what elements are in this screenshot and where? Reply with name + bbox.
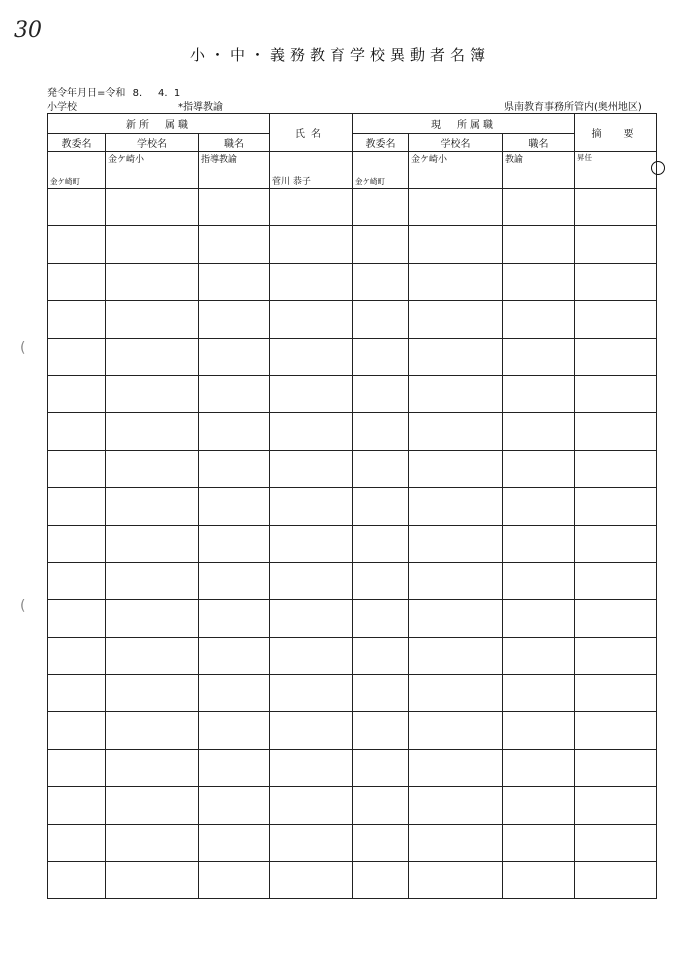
empty-cell: [409, 301, 503, 338]
header-current-affiliation: 現 所属職: [353, 114, 575, 134]
table-row: [48, 488, 657, 525]
empty-cell: [409, 375, 503, 412]
empty-cell: [199, 450, 270, 487]
empty-cell: [575, 637, 657, 674]
empty-cell: [48, 712, 106, 749]
empty-cell: [270, 562, 353, 599]
empty-cell: [353, 338, 409, 375]
page-title: 小・中・義務教育学校異動者名簿: [189, 46, 490, 64]
header-current-job: 職名: [503, 134, 575, 152]
empty-cell: [199, 226, 270, 263]
empty-cell: [106, 712, 199, 749]
empty-cell: [409, 787, 503, 824]
empty-cell: [575, 862, 657, 899]
empty-cell: [199, 525, 270, 562]
empty-cell: [503, 375, 575, 412]
empty-cell: [409, 263, 503, 300]
empty-cell: [353, 824, 409, 861]
empty-cell: [270, 338, 353, 375]
empty-cell: [575, 562, 657, 599]
remarks-cell: 昇任: [575, 152, 657, 189]
empty-cell: [106, 338, 199, 375]
issue-date: [47, 84, 180, 99]
empty-cell: [409, 600, 503, 637]
empty-cell: [199, 862, 270, 899]
empty-cell: [106, 450, 199, 487]
empty-cell: [270, 450, 353, 487]
empty-cell: [503, 189, 575, 226]
empty-cell: [199, 712, 270, 749]
empty-cell: [106, 824, 199, 861]
empty-cell: [409, 488, 503, 525]
empty-cell: [409, 675, 503, 712]
empty-cell: [199, 301, 270, 338]
empty-cell: [270, 263, 353, 300]
table-row: [48, 712, 657, 749]
table-row: [48, 600, 657, 637]
header-current-school: 学校名: [409, 134, 503, 152]
empty-cell: [106, 226, 199, 263]
empty-cell: [353, 263, 409, 300]
empty-cell: [199, 338, 270, 375]
empty-cell: [503, 338, 575, 375]
empty-cell: [409, 562, 503, 599]
empty-cell: [270, 824, 353, 861]
empty-cell: [270, 600, 353, 637]
empty-cell: [48, 525, 106, 562]
issue-date-label: 発令年月日=令和: [47, 88, 126, 99]
empty-cell: [106, 600, 199, 637]
empty-cell: [199, 824, 270, 861]
empty-cell: [575, 189, 657, 226]
empty-cell: [575, 675, 657, 712]
header-new-board: 教委名: [48, 134, 106, 152]
empty-cell: [48, 338, 106, 375]
empty-cell: [353, 600, 409, 637]
empty-cell: [503, 413, 575, 450]
empty-cell: [48, 600, 106, 637]
empty-cell: [353, 675, 409, 712]
empty-cell: [409, 189, 503, 226]
empty-cell: [575, 301, 657, 338]
transfer-table: [47, 113, 657, 899]
empty-cell: [409, 637, 503, 674]
empty-cell: [48, 263, 106, 300]
empty-cell: [106, 189, 199, 226]
empty-cell: [409, 413, 503, 450]
empty-cell: [353, 413, 409, 450]
empty-cell: [106, 562, 199, 599]
header-new-job: 職名: [199, 134, 270, 152]
new-board-cell: 金ケ崎町: [48, 152, 106, 189]
empty-cell: [48, 226, 106, 263]
empty-cell: [353, 712, 409, 749]
empty-cell: [503, 562, 575, 599]
empty-cell: [575, 375, 657, 412]
empty-cell: [503, 488, 575, 525]
empty-cell: [199, 749, 270, 786]
empty-cell: [106, 787, 199, 824]
empty-cell: [270, 637, 353, 674]
empty-cell: [199, 375, 270, 412]
office-name: 県南教育事務所管内(奥州地区): [504, 102, 642, 113]
table-row: [48, 413, 657, 450]
empty-cell: [409, 525, 503, 562]
empty-cell: [106, 263, 199, 300]
empty-cell: [409, 450, 503, 487]
header-current-board: 教委名: [353, 134, 409, 152]
empty-cell: [48, 413, 106, 450]
empty-cell: [575, 525, 657, 562]
table-row: [48, 375, 657, 412]
empty-cell: [270, 712, 353, 749]
empty-cell: [353, 525, 409, 562]
empty-cell: [199, 263, 270, 300]
empty-cell: [409, 824, 503, 861]
empty-cell: [409, 749, 503, 786]
empty-cell: [106, 413, 199, 450]
empty-cell: [270, 189, 353, 226]
table-row: [48, 562, 657, 599]
empty-cell: [503, 787, 575, 824]
empty-cell: [503, 226, 575, 263]
empty-cell: [575, 787, 657, 824]
current-school-cell: 金ケ崎小: [409, 152, 503, 189]
empty-cell: [503, 675, 575, 712]
empty-cell: [353, 226, 409, 263]
table-row: [48, 301, 657, 338]
empty-cell: [48, 824, 106, 861]
table-row: [48, 189, 657, 226]
empty-cell: [575, 824, 657, 861]
empty-cell: [503, 301, 575, 338]
empty-cell: [199, 189, 270, 226]
empty-cell: [503, 862, 575, 899]
empty-cell: [353, 450, 409, 487]
empty-cell: [409, 226, 503, 263]
empty-cell: [106, 525, 199, 562]
empty-cell: [199, 562, 270, 599]
empty-cell: [48, 787, 106, 824]
empty-cell: [353, 375, 409, 412]
new-school-cell: 金ケ崎小: [106, 152, 199, 189]
empty-cell: [353, 862, 409, 899]
punch-hole-mark: (: [20, 340, 26, 356]
empty-cell: [503, 525, 575, 562]
empty-cell: [353, 562, 409, 599]
empty-cell: [270, 488, 353, 525]
table-row: [48, 824, 657, 861]
empty-cell: [48, 450, 106, 487]
header-remarks: 摘 要: [575, 114, 657, 152]
table-row: [48, 749, 657, 786]
empty-cell: [353, 488, 409, 525]
empty-cell: [106, 488, 199, 525]
empty-cell: [199, 600, 270, 637]
empty-cell: [575, 712, 657, 749]
current-board-cell: 金ケ崎町: [353, 152, 409, 189]
empty-cell: [270, 749, 353, 786]
empty-cell: [270, 675, 353, 712]
table-row: [48, 338, 657, 375]
empty-cell: [409, 712, 503, 749]
empty-cell: [575, 263, 657, 300]
empty-cell: [199, 637, 270, 674]
empty-cell: [106, 862, 199, 899]
header-new-school: 学校名: [106, 134, 199, 152]
empty-cell: [353, 301, 409, 338]
empty-cell: [48, 675, 106, 712]
empty-cell: [353, 637, 409, 674]
empty-cell: [199, 413, 270, 450]
circle-mark: [651, 161, 665, 175]
table-row: [48, 450, 657, 487]
empty-cell: [48, 562, 106, 599]
empty-cell: [575, 749, 657, 786]
empty-cell: [575, 338, 657, 375]
header-name: 氏名: [270, 114, 353, 152]
empty-cell: [48, 488, 106, 525]
empty-cell: [270, 375, 353, 412]
empty-cell: [575, 488, 657, 525]
empty-cell: [270, 301, 353, 338]
empty-cell: [106, 637, 199, 674]
empty-cell: [503, 712, 575, 749]
new-job-cell: 指導教諭: [199, 152, 270, 189]
current-job-cell: 教諭: [503, 152, 575, 189]
empty-cell: [48, 375, 106, 412]
empty-cell: [106, 675, 199, 712]
empty-cell: [48, 301, 106, 338]
name-cell: 菅川 恭子: [270, 152, 353, 189]
table-row: [48, 152, 657, 189]
empty-cell: [199, 787, 270, 824]
school-type: 小学校: [47, 102, 77, 113]
punch-hole-mark: (: [20, 598, 26, 614]
empty-cell: [575, 600, 657, 637]
table-row: [48, 263, 657, 300]
empty-cell: [353, 189, 409, 226]
empty-cell: [575, 226, 657, 263]
empty-cell: [503, 637, 575, 674]
empty-cell: [503, 824, 575, 861]
empty-cell: [503, 749, 575, 786]
empty-cell: [48, 189, 106, 226]
empty-cell: [409, 338, 503, 375]
table-row: [48, 787, 657, 824]
empty-cell: [353, 749, 409, 786]
empty-cell: [270, 413, 353, 450]
empty-cell: [48, 637, 106, 674]
empty-cell: [503, 263, 575, 300]
empty-cell: [270, 862, 353, 899]
position-filter: *指導教諭: [178, 102, 223, 113]
empty-cell: [409, 862, 503, 899]
empty-cell: [575, 450, 657, 487]
empty-cell: [48, 749, 106, 786]
table-row: [48, 862, 657, 899]
table-row: [48, 525, 657, 562]
table-row: [48, 226, 657, 263]
empty-cell: [503, 600, 575, 637]
empty-cell: [270, 787, 353, 824]
empty-cell: [106, 301, 199, 338]
handwritten-page-number: 30: [14, 18, 42, 43]
table-row: [48, 637, 657, 674]
empty-cell: [106, 375, 199, 412]
table-row: [48, 675, 657, 712]
empty-cell: [353, 787, 409, 824]
empty-cell: [503, 450, 575, 487]
empty-cell: [270, 525, 353, 562]
empty-cell: [270, 226, 353, 263]
empty-cell: [575, 413, 657, 450]
empty-cell: [106, 749, 199, 786]
issue-date-value: 8. 4. 1: [132, 88, 181, 99]
empty-cell: [199, 675, 270, 712]
header-new-affiliation: 新所 属職: [48, 114, 270, 134]
empty-cell: [199, 488, 270, 525]
empty-cell: [48, 862, 106, 899]
